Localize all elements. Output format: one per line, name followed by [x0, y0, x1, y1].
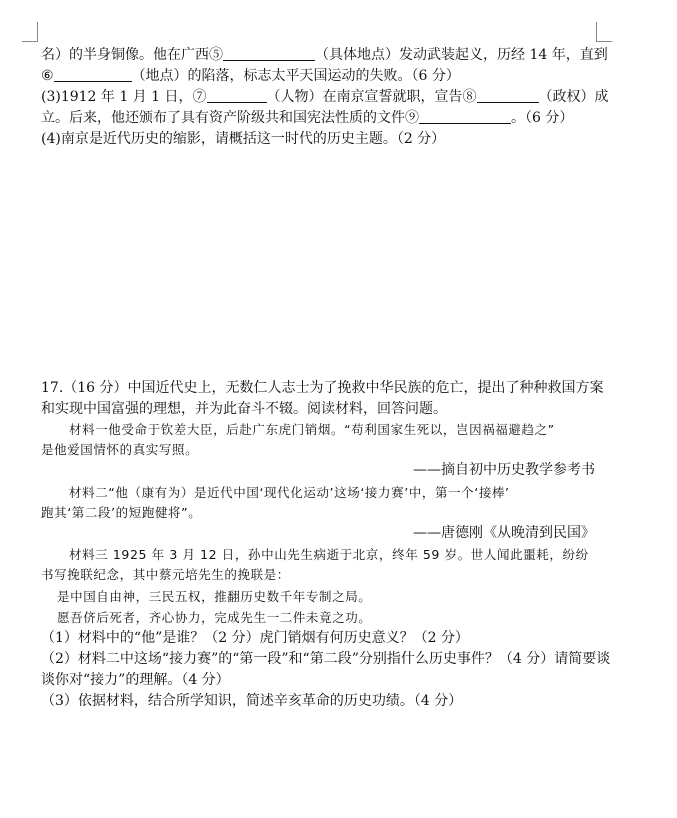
material-2-source: ——唐德刚《从晚清到民国》: [413, 525, 595, 541]
text-span: ⑥: [41, 68, 54, 84]
crop-mark-top-right-h: [596, 41, 612, 42]
text-line: (4)南京是近代历史的缩影，请概括这一时代的历史主题。（2 分）: [41, 131, 446, 147]
material-3-couplet: 是中国自由神，三民五权，推翻历史数千年专制之局。: [57, 589, 372, 604]
text-line: 谈你对“接力”的理解。（4 分）: [41, 672, 230, 688]
sub-question-1: （1）材料中的“他”是谁？（2 分）虎门销烟有何历史意义？（2 分）: [41, 630, 469, 646]
text-line: [41, 45, 608, 65]
material-1-source: ——摘自初中历史教学参考书: [413, 462, 595, 478]
text-span: 。（6 分）: [511, 110, 574, 126]
material-2-line: 跑其‘第二段’的短跑健将”。: [41, 505, 202, 520]
question-17-intro: 17.（16 分）中国近代史上，无数仁人志士为了挽救中华民族的危亡，提出了种种救国方案: [41, 380, 604, 396]
material-3-couplet: 愿吾侪后死者，齐心协力，完成先生一二件未竟之功。: [57, 610, 372, 625]
answer-blank-9: [419, 109, 511, 124]
material-1-line: 是他爱国情怀的真实写照。: [41, 442, 199, 457]
text-span: （地点）的陷落，标志太平天国运动的失败。（6 分）: [131, 68, 460, 84]
crop-mark-top-left-h: [22, 41, 38, 42]
text-span: (3)1912 年 1 月 1 日，⑦: [41, 89, 207, 105]
answer-blank-6: [54, 67, 132, 82]
sub-question-3: （3）依据材料，结合所学知识，简述辛亥革命的历史功绩。（4 分）: [41, 693, 463, 709]
answer-blank-5: [223, 46, 315, 61]
answer-blank-8: [477, 88, 539, 103]
sub-question-2: （2）材料二中这场“接力赛”的“第一段”和“第二段”分别指什么历史事件？（4 分）请简要谈: [41, 651, 611, 667]
text-span: （具体地点）发动武装起义，历经 14 年，直到: [315, 47, 608, 63]
text-line: [41, 66, 460, 86]
crop-mark-top-left-v: [37, 22, 38, 42]
text-span: 名）的半身铜像。他在广西⑤: [41, 47, 223, 63]
material-3-line: 书写挽联纪念，其中蔡元培先生的挽联是：: [41, 567, 290, 582]
material-2-line: 材料二“他（康有为）是近代中国‘现代化运动’这场‘接力赛’中，第一个‘接棒’: [69, 485, 510, 500]
text-span: （人物）在南京宣誓就职，宣告⑧: [266, 89, 477, 105]
text-line: [41, 108, 573, 128]
text-line: [41, 87, 609, 107]
text-span: （政权）成: [538, 89, 609, 105]
text-line: 和实现中国富强的理想，并为此奋斗不辍。阅读材料，回答问题。: [41, 401, 447, 417]
answer-blank-7: [207, 88, 267, 103]
material-1-line: 材料一他受命于钦差大臣，后赴广东虎门销烟。“苟利国家生死以，岂因祸福避趋之”: [69, 422, 555, 437]
crop-mark-top-right-v: [596, 22, 597, 42]
text-span: 立。后来，他还颁布了具有资产阶级共和国宪法性质的文件⑨: [41, 110, 419, 126]
material-3-line: 材料三 1925 年 3 月 12 日，孙中山先生病逝于北京，终年 59 岁。世人闻此噩耗，纷纷: [69, 547, 589, 562]
